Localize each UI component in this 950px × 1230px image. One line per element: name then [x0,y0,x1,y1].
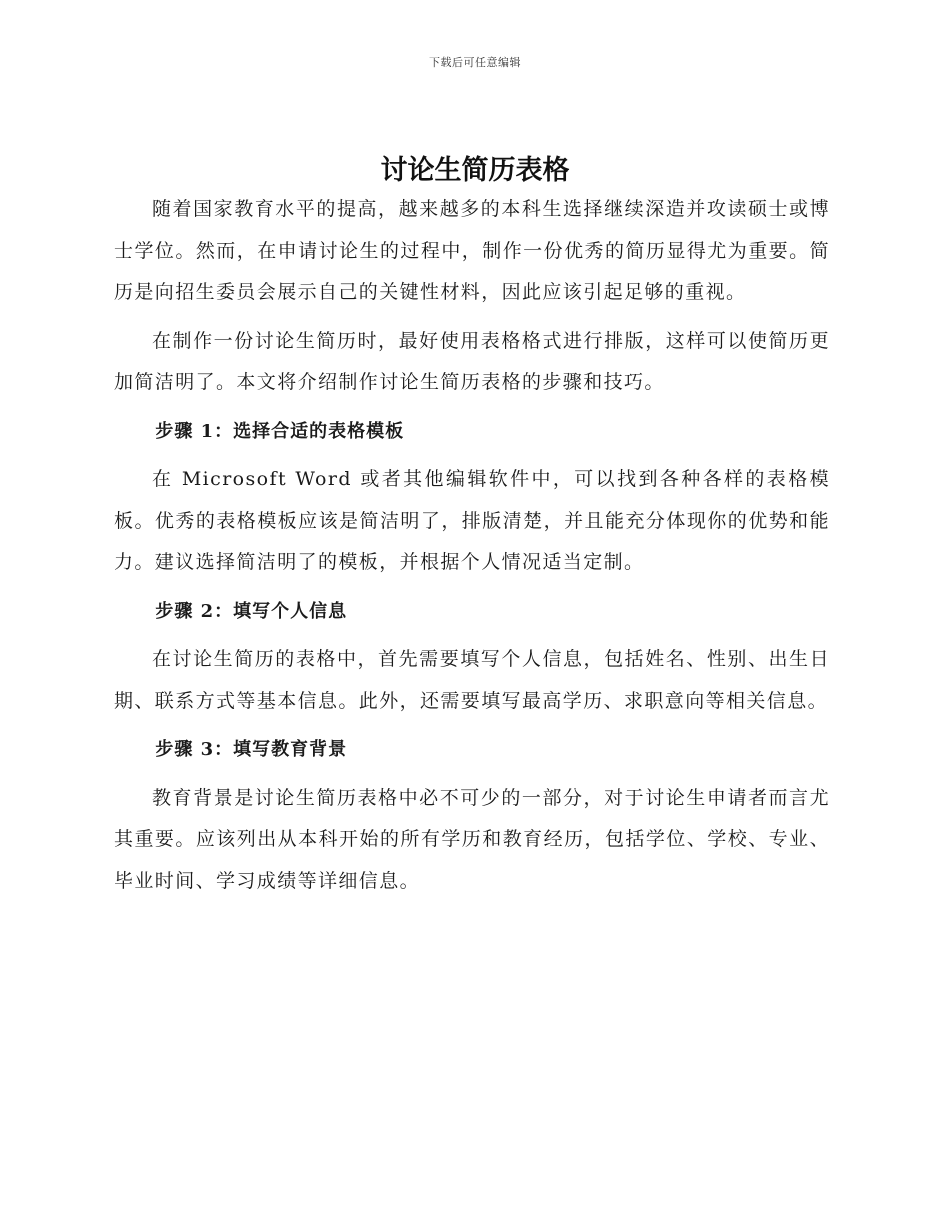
intro-paragraph-1: 随着国家教育水平的提高，越来越多的本科生选择继续深造并攻读硕士或博士学位。然而，在申请讨论生的过程中，制作一份优秀的简历显得尤为重要。简历是向招生委员会展示自己的关键性材料，因此应该引起足够的重视。 [114,198,830,303]
step-3-body: 教育背景是讨论生简历表格中必不可少的一部分，对于讨论生申请者而言尤其重要。应该列出从本科开始的所有学历和教育经历，包括学位、学校、专业、毕业时间、学习成绩等详细信息。 [114,786,830,892]
step-3-heading: 步骤 3：填写教育背景 [155,739,348,760]
document-body [114,189,830,902]
step-2-body: 在讨论生简历的表格中，首先需要填写个人信息，包括姓名、性别、出生日期、联系方式等基本信息。此外，还需要填写最高学历、求职意向等相关信息。 [114,648,830,712]
intro-paragraph-2: 在制作一份讨论生简历时，最好使用表格格式进行排版，这样可以使简历更加简洁明了。本文将介绍制作讨论生简历表格的步骤和技巧。 [114,329,830,393]
step-1-body: 在 Microsoft Word 或者其他编辑软件中，可以找到各种各样的表格模板。优秀的表格模板应该是简洁明了，排版清楚，并且能充分体现你的优势和能力。建议选择简洁明了的模板，并根据个人情况适当定制。 [114,468,830,573]
step-2-heading: 步骤 2：填写个人信息 [155,600,348,622]
step-1-heading: 步骤 1：选择合适的表格模板 [155,420,405,442]
document-title: 讨论生简历表格 [380,155,570,186]
page-header-note: 下载后可任意编辑 [429,56,521,69]
